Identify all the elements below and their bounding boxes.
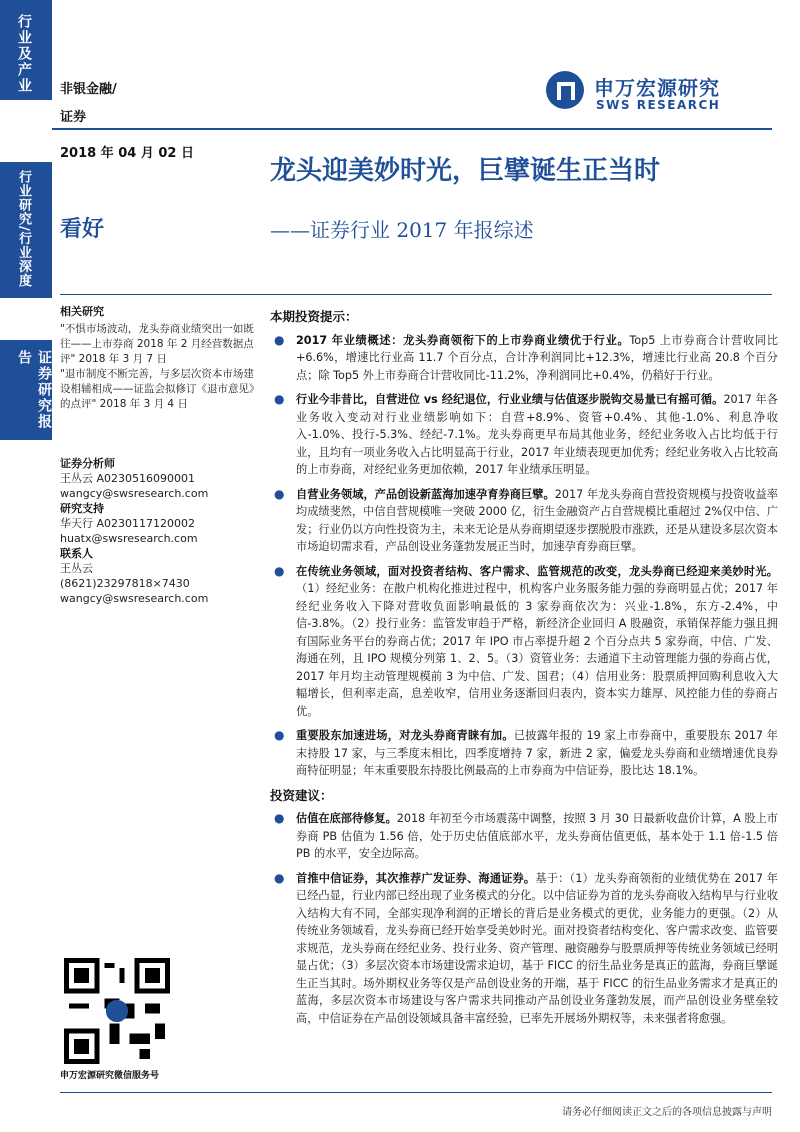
list-item: ● 重要股东加速进场，对龙头券商青睐有加。已披露年报的 19 家上市券商中，重要股东 2017 年末持股 17 家，与三季度末相比，四季度增持 7 家，新进 2 家，偏爱龙头券商和业绩增速优良券商特征明显；年末重要股东持股比例最高的上市券商为中信证券，股比达 18.1%。: [274, 728, 778, 777]
sws-logo-icon: [545, 70, 585, 110]
bullet-icon: ●: [274, 728, 285, 742]
contacts: [60, 456, 260, 606]
header-rule: [52, 128, 772, 130]
sidebar-block-middle: [0, 162, 52, 298]
related-item: "不惧市场波动，龙头券商业绩突出一如既往——上市券商 2018 年 2 月经营数据点评" 2018 年 3 月 7 日: [60, 323, 254, 365]
section-heading-advice: 投资建议：: [270, 787, 333, 803]
industry-line2: 证券: [60, 110, 87, 125]
bullet-icon: ●: [274, 811, 285, 825]
footer-rule: [60, 1092, 772, 1093]
analyst-email[interactable]: wangcy@swsresearch.com: [60, 487, 209, 500]
logo-chinese: 申万宏源研究: [594, 76, 720, 100]
related-research: [60, 304, 260, 412]
analyst-heading: 证券分析师: [60, 457, 115, 470]
qr-caption: 申万宏源研究微信服务号: [60, 1071, 160, 1081]
sidebar-tag-report: 证券研究报告: [16, 350, 52, 430]
sidebar-block-bottom: [0, 340, 52, 440]
main-content: [270, 308, 778, 1034]
related-heading: 相关研究: [60, 305, 104, 318]
list-item: ● 在传统业务领域，面对投资者结构、客户需求、监管规范的改变，龙头券商已经迎来美妙时光。（1）经纪业务：在散户机构化推进过程中，机构客户业务服务能力强的券商明显占优；2017 年经纪业务收入下降对营收负面影响最低的 3 家券商依次为：兴业-1.8%，东方-2.4%，中信-3.8%。（2）投行业务：监管发审趋于严格，新经济企业回归 A 股融资，承销保荐能力强且拥有国际业务平台的券商占优；2017 年 IPO 市占率提升超 2 个百分点共 5 家券商，中信、广发、海通在列，且 IPO 规模分列第 1、2、5。（3）资管业务：去通道下主动管理能力强的券商占优，2017 年月均主动管理规模前 3 为中信、广发、国君；（4）信用业务：股票质押回购利息收入大幅增长，但利率走高，息差收窄，信用业务逐渐回归表内，资本实力雄厚、风控能力佳的券商占优。: [274, 563, 778, 718]
industry-line1: 非银金融/: [60, 82, 117, 97]
list-item: ● 估值在底部待修复。2018 年初至今市场震荡中调整，按照 3 月 30 日最新收盘价计算，A 股上市券商 PB 估值为 1.56 倍，处于历史估值底部水平，龙头券商估值更低，基本处于 1.1 倍-1.5 倍 PB 的水平，安全边际高。: [274, 811, 778, 860]
report-subtitle: ——证券行业 2017 年报综述: [270, 218, 534, 242]
support-name: 华天行 A0230117120002: [60, 517, 196, 530]
report-date: 2018 年 04 月 02 日: [60, 146, 194, 161]
bullet-icon: ●: [274, 563, 285, 578]
sidebar-tag-industry: 行业及产业: [16, 14, 32, 94]
related-item: "退市制度不断完善，与多层次资本市场建设相辅相成——证监会拟修订《退市意见》的点评" 2018 年 3 月 4 日: [60, 368, 260, 410]
list-item: ● 2017 年业绩概述：龙头券商领衔下的上市券商业绩优于行业。Top5 上市券商合计营收同比+6.6%，增速比行业高 11.7 个百分点，合计净利润同比+12.3%，增速比行业高 20.8 个百分点；除 Top5 外上市券商合计营收同比-11.2%，净利润同比+0.4%，仍稍好于行业。: [274, 332, 778, 382]
list-item: ● 首推中信证券，其次推荐广发证券、海通证券。基于：（1）龙头券商领衔的业绩优势在 2017 年已经凸显，行业内部已经出现了业务模式的分化。以中信证券为首的龙头券商收入结构早与行业收入结构大有不同，全部实现净利润的正增长的背后是业务模式的更优，业务能力的更强。（2）从传统业务领域看，龙头券商已经开始享受美妙时光。面对投资者结构变化、客户需求改变、监管要求规范，龙头券商在经纪业务、投行业务、资产管理、融资融券与股票质押等传统业务领域已经明显占优；（3）多层次资本市场建设需求迫切，基于 FICC 的衍生品业务是真正的蓝海，券商巨擘诞生正当其时。场外期权业务等仅是产品创设业务的开端，基于 FICC 的衍生品业务需求才是真正的蓝海，多层次资本市场建设与客户需求共同推动产品创设业务蓬勃发展，而产品创设业务壁垒较高，中信证券在产品创设领域具备丰富经验，已率先开展场外期权等，未来强者将愈强。: [274, 870, 778, 1025]
contact-name: 王丛云: [60, 562, 93, 575]
section-heading-tips: 本期投资提示：: [270, 309, 358, 324]
title-rule: [60, 294, 772, 295]
contact-email[interactable]: wangcy@swsresearch.com: [60, 592, 209, 605]
list-item: ● 自营业务领域，产品创设新蓝海加速孕育券商巨擘。2017 年龙头券商自营投资规模与投资收益率均成绩斐然，中信自营规模唯一突破 2000 亿，衍生金融资产占自营规模比重超过 2%仅中信、广发；行业仍以方向性投资为主，未来无论是从券商期望逐步摆脱股市涨跌，还是从建设多层次资本市场迫切需求看，产品创设业务蓬勃发展正当时，加速孕育券商巨擘。: [274, 486, 779, 553]
sidebar-block-top: [0, 0, 52, 100]
sidebar-tag-research-type: 行业研究/行业深度: [16, 170, 31, 288]
qr-code-icon: [64, 958, 170, 1064]
contact-heading: 联系人: [60, 547, 93, 560]
disclaimer-footer: 请务必仔细阅读正文之后的各项信息披露与声明: [562, 1107, 772, 1118]
support-email[interactable]: huatx@swsresearch.com: [60, 532, 198, 545]
logo-english: SWS RESEARCH: [596, 98, 721, 112]
rating: 看好: [60, 216, 105, 242]
bullet-icon: ●: [274, 332, 285, 347]
analyst-name: 王丛云 A0230516090001: [60, 472, 196, 485]
bullet-icon: ●: [274, 870, 285, 885]
contact-phone: (8621)23297818×7430: [60, 577, 190, 590]
bullet-icon: ●: [274, 392, 285, 406]
bullet-icon: ●: [274, 486, 285, 501]
report-title: 龙头迎美妙时光，巨擘诞生正当时: [270, 156, 661, 186]
support-heading: 研究支持: [60, 502, 104, 515]
list-item: ● 行业今非昔比，自营进位 vs 经纪退位，行业业绩与估值逐步脱钩交易量已有摇可循。2017 年各业务收入变动对行业业绩影响如下：自营+8.9%、资管+0.4%、其他-1.0%、利息净收入-1.0%、投行-5.3%、经纪-7.1%。龙头券商更早布局其他业务，经纪业务收入占比均低于行业，且均有一项业务收入占比明显高于行业，2017 年业绩表现更加优秀；经纪业务收入占比较高的上市券商，对经纪业务更加依赖，2017 年业绩承压明显。: [274, 392, 778, 476]
